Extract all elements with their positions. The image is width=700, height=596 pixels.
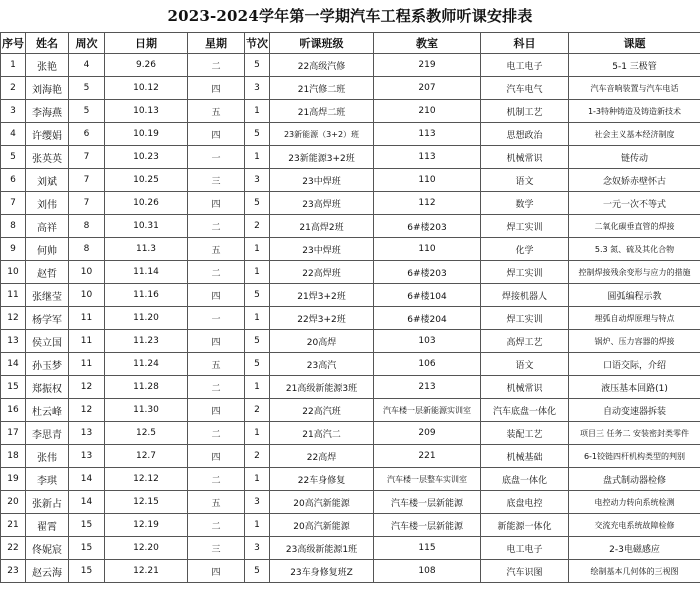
teacher-name-cell: 何帅 [26, 238, 69, 261]
weekday-cell: 五 [188, 100, 245, 123]
topic-cell: 埋弧自动焊原理与特点 [569, 307, 700, 330]
week-cell: 15 [69, 514, 105, 537]
week-cell: 14 [69, 491, 105, 514]
date-cell: 11.20 [105, 307, 188, 330]
teacher-name-cell: 赵哲 [26, 261, 69, 284]
subject-cell: 机械基础 [481, 445, 569, 468]
subject-cell: 焊工实训 [481, 307, 569, 330]
room-cell: 219 [374, 54, 481, 77]
room-cell: 106 [374, 353, 481, 376]
seq-cell: 7 [1, 192, 26, 215]
room-cell: 汽车楼一层整车实训室 [374, 468, 481, 491]
subject-cell: 焊工实训 [481, 261, 569, 284]
topic-cell: 1-3特种铸造及铸造新技术 [569, 100, 700, 123]
topic-cell: 二氧化碳垂直管的焊接 [569, 215, 700, 238]
date-cell: 11.14 [105, 261, 188, 284]
weekday-cell: 二 [188, 468, 245, 491]
week-cell: 8 [69, 215, 105, 238]
teacher-name-cell: 刘伟 [26, 192, 69, 215]
room-cell: 6#楼203 [374, 215, 481, 238]
topic-cell: 交流充电系统故障检修 [569, 514, 700, 537]
room-cell: 汽车楼一层新能源实训室 [374, 399, 481, 422]
period-cell: 5 [245, 54, 270, 77]
room-cell: 汽车楼一层新能源 [374, 514, 481, 537]
teacher-name-cell: 翟霄 [26, 514, 69, 537]
room-cell: 213 [374, 376, 481, 399]
table-row [1, 514, 700, 537]
seq-cell: 13 [1, 330, 26, 353]
seq-cell: 14 [1, 353, 26, 376]
table-body [1, 54, 700, 583]
date-cell: 12.20 [105, 537, 188, 560]
subject-cell: 化学 [481, 238, 569, 261]
seq-cell: 21 [1, 514, 26, 537]
room-cell: 113 [374, 146, 481, 169]
teacher-name-cell: 郑振权 [26, 376, 69, 399]
class-cell: 20高汽新能源 [270, 491, 374, 514]
seq-cell: 18 [1, 445, 26, 468]
table-row [1, 376, 700, 399]
weekday-cell: 四 [188, 445, 245, 468]
subject-cell: 数学 [481, 192, 569, 215]
subject-cell: 汽车底盘一体化 [481, 399, 569, 422]
subject-cell: 语文 [481, 353, 569, 376]
room-cell: 112 [374, 192, 481, 215]
period-cell: 2 [245, 215, 270, 238]
subject-cell: 汽车识图 [481, 560, 569, 583]
room-cell: 210 [374, 100, 481, 123]
period-cell: 5 [245, 192, 270, 215]
period-cell: 1 [245, 468, 270, 491]
weekday-cell: 四 [188, 77, 245, 100]
week-cell: 10 [69, 261, 105, 284]
week-cell: 15 [69, 537, 105, 560]
class-cell: 21高焊二班 [270, 100, 374, 123]
date-cell: 10.31 [105, 215, 188, 238]
table-row [1, 192, 700, 215]
seq-cell: 23 [1, 560, 26, 583]
period-cell: 2 [245, 399, 270, 422]
room-cell: 6#楼204 [374, 307, 481, 330]
date-cell: 10.12 [105, 77, 188, 100]
room-cell: 221 [374, 445, 481, 468]
seq-cell: 2 [1, 77, 26, 100]
col-name-header: 姓名 [26, 33, 69, 54]
date-cell: 10.13 [105, 100, 188, 123]
table-row [1, 330, 700, 353]
week-cell: 7 [69, 169, 105, 192]
week-cell: 8 [69, 238, 105, 261]
topic-cell: 圆弧编程示教 [569, 284, 700, 307]
class-cell: 21汽修二班 [270, 77, 374, 100]
period-cell: 1 [245, 307, 270, 330]
weekday-cell: 二 [188, 261, 245, 284]
class-cell: 23高级新能源1班 [270, 537, 374, 560]
topic-cell: 5.3 氮、硫及其化合物 [569, 238, 700, 261]
topic-cell: 电控动力转向系统检测 [569, 491, 700, 514]
date-cell: 11.30 [105, 399, 188, 422]
seq-cell: 3 [1, 100, 26, 123]
class-cell: 23中焊班 [270, 169, 374, 192]
subject-cell: 机制工艺 [481, 100, 569, 123]
table-row [1, 146, 700, 169]
room-cell: 108 [374, 560, 481, 583]
weekday-cell: 四 [188, 399, 245, 422]
table-row [1, 77, 700, 100]
table-row [1, 468, 700, 491]
date-cell: 10.23 [105, 146, 188, 169]
date-cell: 12.5 [105, 422, 188, 445]
weekday-cell: 五 [188, 491, 245, 514]
col-period-header: 节次 [245, 33, 270, 54]
weekday-cell: 四 [188, 192, 245, 215]
topic-cell: 社会主义基本经济制度 [569, 123, 700, 146]
table-row [1, 560, 700, 583]
teacher-name-cell: 张艳 [26, 54, 69, 77]
class-cell: 21焊3+2班 [270, 284, 374, 307]
teacher-name-cell: 李琪 [26, 468, 69, 491]
subject-cell: 电工电子 [481, 54, 569, 77]
week-cell: 12 [69, 399, 105, 422]
teacher-name-cell: 张英英 [26, 146, 69, 169]
teacher-name-cell: 刘斌 [26, 169, 69, 192]
col-room-header: 教室 [374, 33, 481, 54]
date-cell: 10.19 [105, 123, 188, 146]
table-header-row [1, 33, 700, 54]
teacher-name-cell: 李思青 [26, 422, 69, 445]
seq-cell: 4 [1, 123, 26, 146]
subject-cell: 底盘电控 [481, 491, 569, 514]
period-cell: 5 [245, 560, 270, 583]
subject-cell: 电工电子 [481, 537, 569, 560]
date-cell: 10.25 [105, 169, 188, 192]
weekday-cell: 三 [188, 169, 245, 192]
room-cell: 110 [374, 238, 481, 261]
topic-cell: 汽车音响装置与汽车电话 [569, 77, 700, 100]
period-cell: 5 [245, 123, 270, 146]
class-cell: 20高焊 [270, 330, 374, 353]
table-row [1, 261, 700, 284]
week-cell: 4 [69, 54, 105, 77]
week-cell: 11 [69, 353, 105, 376]
table-row [1, 307, 700, 330]
period-cell: 3 [245, 77, 270, 100]
date-cell: 11.16 [105, 284, 188, 307]
weekday-cell: 一 [188, 307, 245, 330]
table-row [1, 238, 700, 261]
topic-cell: 绘制基本几何体的三视图 [569, 560, 700, 583]
topic-cell: 2-3电磁感应 [569, 537, 700, 560]
period-cell: 2 [245, 445, 270, 468]
date-cell: 12.19 [105, 514, 188, 537]
table-row [1, 445, 700, 468]
col-subject-header: 科目 [481, 33, 569, 54]
topic-cell: 项目三 任务二 安装密封类零件 [569, 422, 700, 445]
teacher-name-cell: 张伟 [26, 445, 69, 468]
seq-cell: 20 [1, 491, 26, 514]
table-row [1, 399, 700, 422]
week-cell: 7 [69, 146, 105, 169]
table-row [1, 284, 700, 307]
room-cell: 110 [374, 169, 481, 192]
weekday-cell: 四 [188, 330, 245, 353]
teacher-name-cell: 杜云峰 [26, 399, 69, 422]
room-cell: 207 [374, 77, 481, 100]
date-cell: 9.26 [105, 54, 188, 77]
teacher-name-cell: 许缨娟 [26, 123, 69, 146]
date-cell: 11.24 [105, 353, 188, 376]
class-cell: 23新能源（3+2）班 [270, 123, 374, 146]
period-cell: 1 [245, 376, 270, 399]
week-cell: 15 [69, 560, 105, 583]
date-cell: 11.28 [105, 376, 188, 399]
topic-cell: 自动变速器拆装 [569, 399, 700, 422]
period-cell: 3 [245, 491, 270, 514]
date-cell: 11.23 [105, 330, 188, 353]
table-row [1, 100, 700, 123]
col-date-header: 日期 [105, 33, 188, 54]
week-cell: 11 [69, 330, 105, 353]
subject-cell: 焊工实训 [481, 215, 569, 238]
week-cell: 7 [69, 192, 105, 215]
topic-cell: 念奴娇赤壁怀古 [569, 169, 700, 192]
seq-cell: 9 [1, 238, 26, 261]
teacher-name-cell: 李海燕 [26, 100, 69, 123]
room-cell: 209 [374, 422, 481, 445]
room-cell: 汽车楼一层新能源 [374, 491, 481, 514]
class-cell: 20高汽新能源 [270, 514, 374, 537]
topic-cell: 口语交际，介绍 [569, 353, 700, 376]
week-cell: 5 [69, 77, 105, 100]
period-cell: 3 [245, 169, 270, 192]
topic-cell: 6-1铰链四杆机构类型的判别 [569, 445, 700, 468]
period-cell: 1 [245, 514, 270, 537]
subject-cell: 语文 [481, 169, 569, 192]
subject-cell: 思想政治 [481, 123, 569, 146]
period-cell: 5 [245, 330, 270, 353]
seq-cell: 19 [1, 468, 26, 491]
subject-cell: 底盘一体化 [481, 468, 569, 491]
table-row [1, 353, 700, 376]
class-cell: 21高级新能源3班 [270, 376, 374, 399]
table-row [1, 54, 700, 77]
seq-cell: 5 [1, 146, 26, 169]
period-cell: 1 [245, 146, 270, 169]
seq-cell: 16 [1, 399, 26, 422]
schedule-table [0, 32, 700, 583]
weekday-cell: 二 [188, 422, 245, 445]
col-class-header: 听课班级 [270, 33, 374, 54]
page-title: 2023-2024学年第一学期汽车工程系教师听课安排表 [167, 7, 533, 25]
subject-cell: 焊接机器人 [481, 284, 569, 307]
period-cell: 5 [245, 284, 270, 307]
class-cell: 23高焊班 [270, 192, 374, 215]
teacher-name-cell: 赵云海 [26, 560, 69, 583]
table-row [1, 123, 700, 146]
teacher-name-cell: 侯立国 [26, 330, 69, 353]
class-cell: 22高级汽修 [270, 54, 374, 77]
week-cell: 14 [69, 468, 105, 491]
class-cell: 22高汽班 [270, 399, 374, 422]
weekday-cell: 四 [188, 284, 245, 307]
weekday-cell: 三 [188, 537, 245, 560]
seq-cell: 8 [1, 215, 26, 238]
period-cell: 1 [245, 238, 270, 261]
topic-cell: 一元一次不等式 [569, 192, 700, 215]
class-cell: 23高汽 [270, 353, 374, 376]
weekday-cell: 二 [188, 215, 245, 238]
date-cell: 10.26 [105, 192, 188, 215]
room-cell: 103 [374, 330, 481, 353]
teacher-name-cell: 高祥 [26, 215, 69, 238]
class-cell: 23新能源3+2班 [270, 146, 374, 169]
topic-cell: 链传动 [569, 146, 700, 169]
week-cell: 6 [69, 123, 105, 146]
subject-cell: 汽车电气 [481, 77, 569, 100]
subject-cell: 机械常识 [481, 376, 569, 399]
topic-cell: 控制焊接残余变形与应力的措施 [569, 261, 700, 284]
topic-cell: 5-1 三极管 [569, 54, 700, 77]
class-cell: 23中焊班 [270, 238, 374, 261]
seq-cell: 10 [1, 261, 26, 284]
week-cell: 13 [69, 445, 105, 468]
period-cell: 1 [245, 261, 270, 284]
seq-cell: 1 [1, 54, 26, 77]
week-cell: 11 [69, 307, 105, 330]
table-row [1, 422, 700, 445]
class-cell: 22高焊 [270, 445, 374, 468]
week-cell: 10 [69, 284, 105, 307]
room-cell: 6#楼203 [374, 261, 481, 284]
weekday-cell: 二 [188, 54, 245, 77]
topic-cell: 盘式制动器检修 [569, 468, 700, 491]
date-cell: 12.12 [105, 468, 188, 491]
seq-cell: 17 [1, 422, 26, 445]
date-cell: 12.15 [105, 491, 188, 514]
period-cell: 1 [245, 100, 270, 123]
teacher-name-cell: 孙玉梦 [26, 353, 69, 376]
col-weekday-header: 星期 [188, 33, 245, 54]
seq-cell: 12 [1, 307, 26, 330]
room-cell: 6#楼104 [374, 284, 481, 307]
col-week-header: 周次 [69, 33, 105, 54]
class-cell: 22高焊班 [270, 261, 374, 284]
class-cell: 22焊3+2班 [270, 307, 374, 330]
weekday-cell: 四 [188, 123, 245, 146]
topic-cell: 液压基本回路(1) [569, 376, 700, 399]
period-cell: 1 [245, 422, 270, 445]
week-cell: 13 [69, 422, 105, 445]
teacher-name-cell: 杨学军 [26, 307, 69, 330]
class-cell: 21高焊2班 [270, 215, 374, 238]
table-row [1, 169, 700, 192]
teacher-name-cell: 刘海艳 [26, 77, 69, 100]
weekday-cell: 二 [188, 514, 245, 537]
week-cell: 12 [69, 376, 105, 399]
room-cell: 115 [374, 537, 481, 560]
table-row [1, 537, 700, 560]
weekday-cell: 一 [188, 146, 245, 169]
subject-cell: 机械常识 [481, 146, 569, 169]
class-cell: 23车身修复班Z [270, 560, 374, 583]
topic-cell: 锅炉、压力容器的焊接 [569, 330, 700, 353]
table-row [1, 491, 700, 514]
period-cell: 5 [245, 353, 270, 376]
weekday-cell: 五 [188, 353, 245, 376]
table-row [1, 215, 700, 238]
subject-cell: 高焊工艺 [481, 330, 569, 353]
teacher-name-cell: 佟妮宸 [26, 537, 69, 560]
weekday-cell: 二 [188, 376, 245, 399]
seq-cell: 6 [1, 169, 26, 192]
col-seq-header: 序号 [1, 33, 26, 54]
class-cell: 22车身修复 [270, 468, 374, 491]
date-cell: 11.3 [105, 238, 188, 261]
col-topic-header: 课题 [569, 33, 700, 54]
seq-cell: 11 [1, 284, 26, 307]
teacher-name-cell: 张继莹 [26, 284, 69, 307]
subject-cell: 新能源一体化 [481, 514, 569, 537]
class-cell: 21高汽二 [270, 422, 374, 445]
teacher-name-cell: 张新占 [26, 491, 69, 514]
week-cell: 5 [69, 100, 105, 123]
room-cell: 113 [374, 123, 481, 146]
seq-cell: 15 [1, 376, 26, 399]
subject-cell: 装配工艺 [481, 422, 569, 445]
weekday-cell: 五 [188, 238, 245, 261]
date-cell: 12.7 [105, 445, 188, 468]
weekday-cell: 四 [188, 560, 245, 583]
date-cell: 12.21 [105, 560, 188, 583]
seq-cell: 22 [1, 537, 26, 560]
period-cell: 3 [245, 537, 270, 560]
